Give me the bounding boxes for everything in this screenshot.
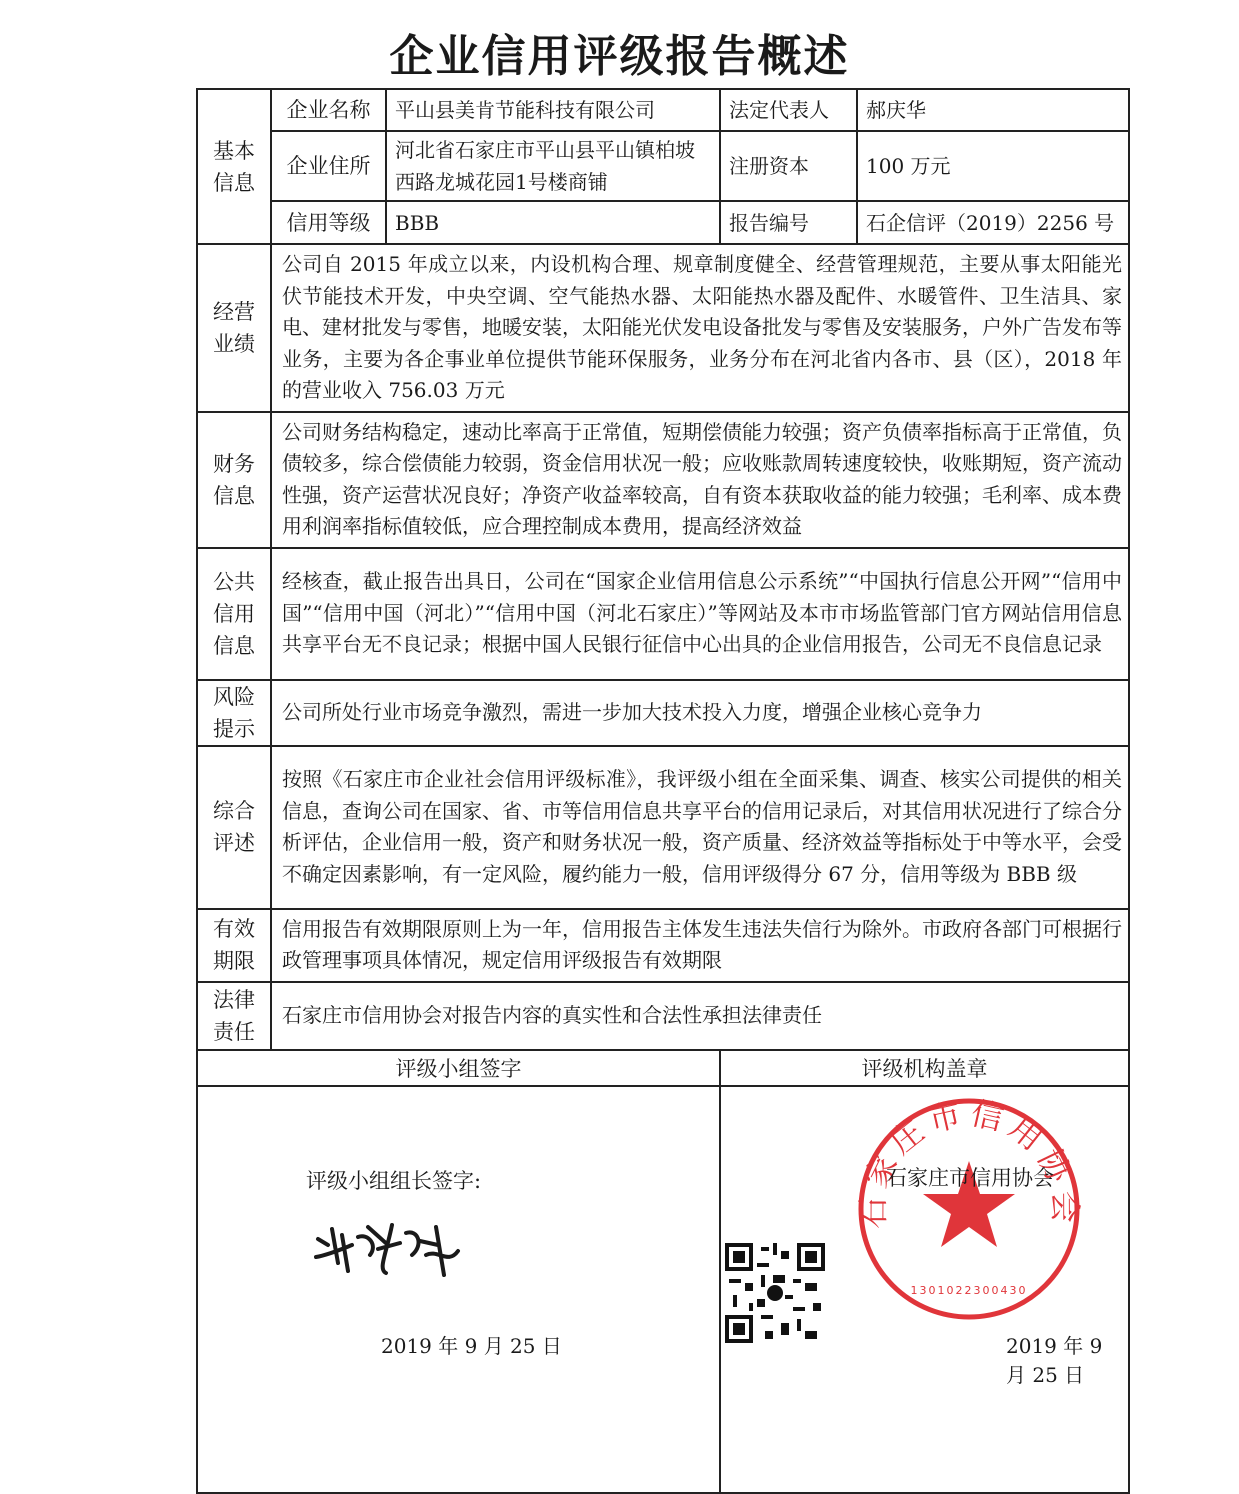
leader-signature-label: 评级小组组长签字: [306,1168,482,1193]
org-seal-cell [720,1086,1129,1493]
seal-stamp [849,1089,1089,1329]
group-signature-cell [197,1086,720,1493]
company-name: 平山县美肯节能科技有限公司 [386,89,720,131]
company-name-label: 企业名称 [271,89,386,131]
report-table [196,88,1130,1494]
org-seal-header: 评级机构盖章 [720,1050,1129,1086]
reg-capital-label: 注册资本 [720,131,857,201]
report-no: 石企信评（2019）2256 号 [857,201,1129,244]
section-text-public-credit: 经核查，截止报告出具日，公司在“国家企业信用信息公示系统”“中国执行信息公开网”“信用中国”“信用中国（河北）”“信用中国（河北石家庄）”等网站及本市市场监管部门官方网站信用信息共享平台无不良记录；根据中国人民银行征信中心出具的企业信用报告，公司无不良信息记录 [271,548,1129,680]
section-label-summary: 综合评述 [197,746,271,909]
section-text-finance: 公司财务结构稳定，速动比率高于正常值，短期偿债能力较强；资产负债率指标高于正常值，负债较多，综合偿债能力较弱，资金信用状况一般；应收账款周转速度较快，收账期短，资产流动性强，资产运营状况良好；净资产收益率较高，自有资本获取收益的能力较强；毛利率、成本费用利润率指标值较低，应合理控制成本费用，提高经济效益 [271,412,1129,548]
group-signature-header: 评级小组签字 [197,1050,720,1086]
seal-number: 1301022300430 [910,1283,1028,1297]
section-text-summary: 按照《石家庄市企业社会信用评级标准》，我评级小组在全面采集、调查、核实公司提供的相关信息，查询公司在国家、省、市等信用信息共享平台的信用记录后，对其信用状况进行了综合分析评估，企业信用一般，资产和财务状况一般，资产质量、经济效益等指标处于中等水平，会受不确定因素影响，有一定风险，履约能力一般，信用评级得分 67 分，信用等级为 BBB 级 [271,746,1129,909]
section-label-risk: 风险提示 [197,680,271,746]
handwritten-signature [308,1215,478,1285]
reg-capital: 100 万元 [857,131,1129,201]
credit-grade-label: 信用等级 [271,201,386,244]
section-label-performance: 经营业绩 [197,244,271,412]
credit-grade: BBB [386,201,720,244]
seal-arc-text: 石家庄市信用协会 [853,1093,1085,1229]
basic-section-label: 基本信息 [213,138,255,195]
section-text-risk: 公司所处行业市场竞争激烈，需进一步加大技术投入力度，增强企业核心竞争力 [271,680,1129,746]
address: 河北省石家庄市平山县平山镇柏坡西路龙城花园1号楼商铺 [386,131,720,201]
section-text-legal: 石家庄市信用协会对报告内容的真实性和合法性承担法律责任 [271,982,1129,1050]
section-label-validity: 有效期限 [197,909,271,982]
org-name: 石家庄市信用协会 [886,1165,1054,1190]
org-seal-date: 2019 年 9 月 25 日 [1006,1333,1103,1387]
report-no-label: 报告编号 [720,201,857,244]
section-text-validity: 信用报告有效期限原则上为一年，信用报告主体发生违法失信行为除外。市政府各部门可根据行政管理事项具体情况，规定信用评级报告有效期限 [271,909,1129,982]
page-title: 企业信用评级报告概述 [389,31,850,82]
legal-rep: 郝庆华 [857,89,1129,131]
address-label: 企业住所 [271,131,386,201]
section-label-legal: 法律责任 [197,982,271,1050]
group-signature-date: 2019 年 9 月 25 日 [381,1333,562,1358]
basic-info-label [197,89,271,244]
section-label-public-credit: 公共信用信息 [197,548,271,680]
legal-rep-label: 法定代表人 [720,89,857,131]
qr-code-icon [725,1243,825,1343]
section-label-finance: 财务信息 [197,412,271,548]
section-text-performance: 公司自 2015 年成立以来，内设机构合理、规章制度健全、经营管理规范，主要从事太阳能光伏节能技术开发，中央空调、空气能热水器、太阳能热水器及配件、水暖管件、卫生洁具、家电、建材批发与零售，地暖安装，太阳能光伏发电设备批发与零售及安装服务，户外广告发布等业务，主要为各企事业单位提供节能环保服务，业务分布在河北省内各市、县（区），2018 年的营业收入 756.03 万元 [271,244,1129,412]
